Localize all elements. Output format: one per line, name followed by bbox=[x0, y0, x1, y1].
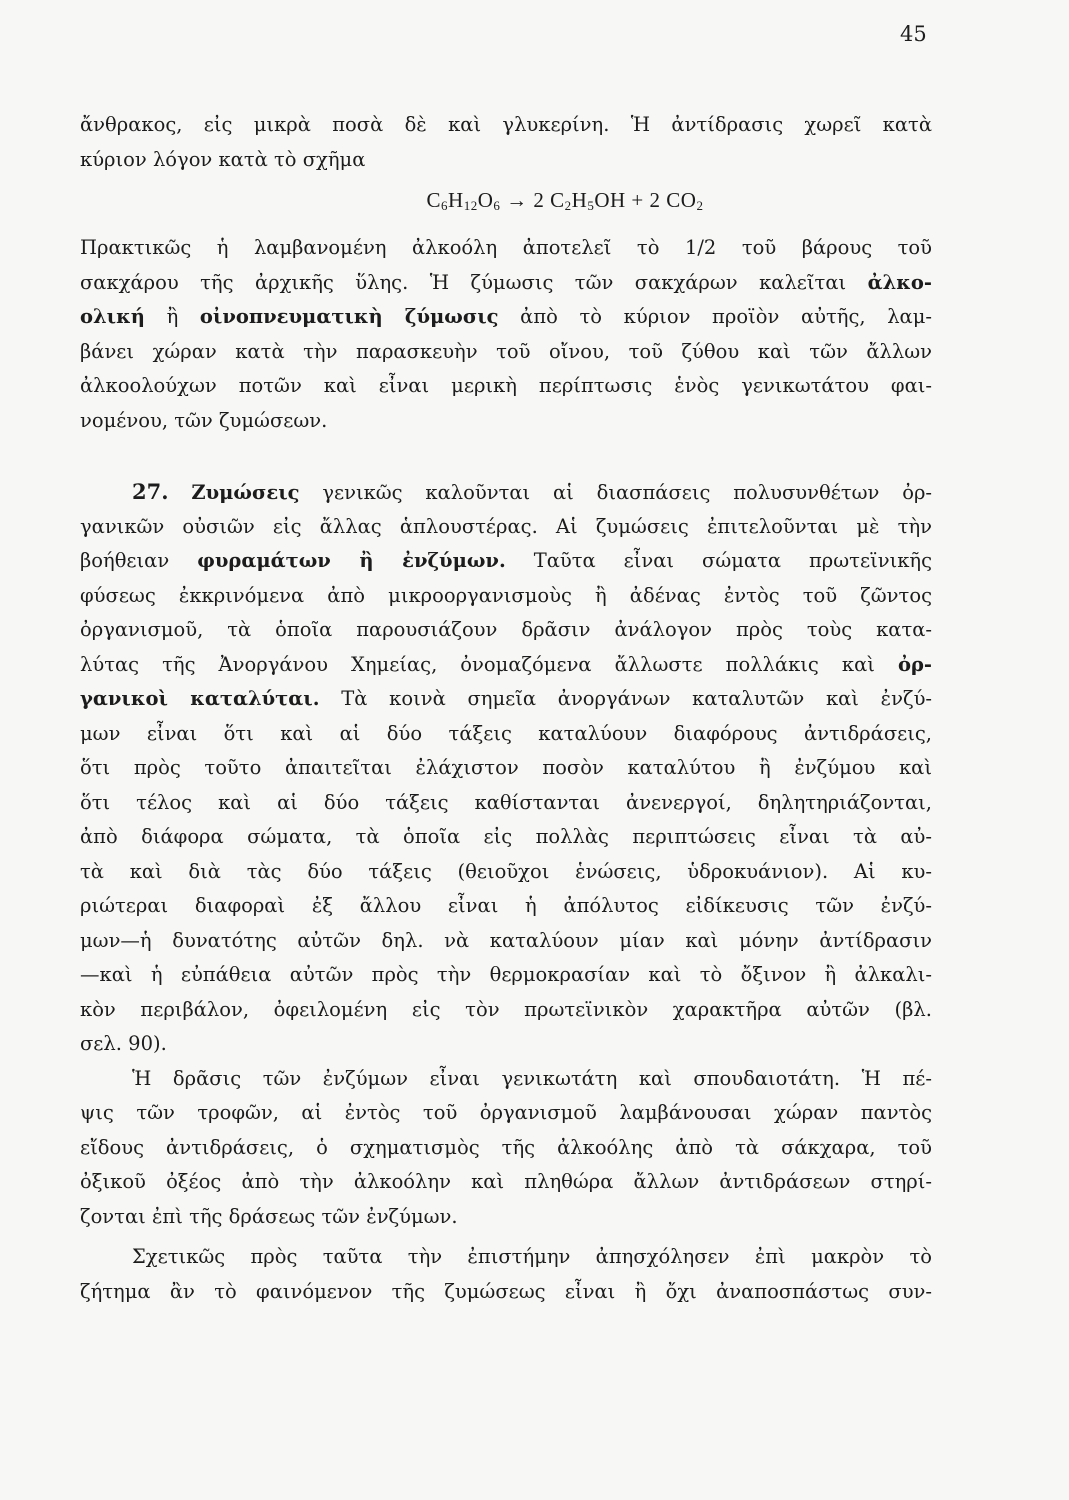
bold-term: φυραμάτων ἢ ἐνζύμων. bbox=[197, 549, 506, 572]
text-line: ζονται ἐπὶ τῆς δράσεως τῶν ἐνζύμων. bbox=[80, 1204, 458, 1228]
text-line: Πρακτικῶς ἡ λαμβανομένη ἀλκοόλη ἀποτελεῖ τὸ 1/2 τοῦ βάρους τοῦ bbox=[80, 236, 932, 259]
text-line: γανικῶν οὐσιῶν εἰς ἄλλας ἁπλουστέρας. Αἱ ζυμώσεις ἐπιτελοῦνται μὲ τὴν bbox=[80, 514, 932, 538]
section-term: Ζυμώσεις bbox=[191, 481, 300, 504]
section-heading-line: 27. Ζυμώσεις γενικῶς καλοῦνται αἱ διασπάσεις πολυσυνθέτων ὀρ- bbox=[132, 479, 932, 504]
text-line: ἄνθρακος, εἰς μικρὰ ποσὰ δὲ καὶ γλυκερίνη. Ἡ ἀντίδρασις χωρεῖ κατὰ bbox=[80, 113, 932, 136]
text-line: ἀλκοολούχων ποτῶν καὶ εἶναι μερικὴ περίπτωσις ἑνὸς γενικωτάτου φαι- bbox=[80, 374, 932, 397]
text-line: βοήθειαν φυραμάτων ἢ ἐνζύμων. Ταῦτα εἶναι σώματα πρωτεϊνικῆς bbox=[80, 549, 933, 572]
text-line: γανικοὶ καταλύται. Τὰ κοινὰ σημεῖα ἀνοργάνων καταλυτῶν καὶ ἐνζύ- bbox=[80, 687, 933, 710]
text-line: ἀπὸ διάφορα σώματα, τὰ ὁποῖα εἰς πολλὰς περιπτώσεις εἶναι τὰ αὐ- bbox=[80, 825, 932, 848]
bold-term: ολική bbox=[80, 305, 145, 328]
text-line: Σχετικῶς πρὸς ταῦτα τὴν ἐπιστήμην ἀπησχόλησεν ἐπὶ μακρὸν τὸ bbox=[132, 1245, 932, 1268]
text-line: ὀξικοῦ ὀξέος ἀπὸ τὴν ἀλκοόλην καὶ πληθώρα ἄλλων ἀντιδράσεων στηρί- bbox=[80, 1170, 932, 1193]
bold-term: ἀλκο- bbox=[867, 270, 932, 294]
chemical-equation bbox=[80, 177, 932, 223]
paragraph-enzyme-action bbox=[80, 1062, 932, 1235]
text-line: Ἡ δρᾶσις τῶν ἐνζύμων εἶναι γενικωτάτη καὶ σπουδαιοτάτη. Ἡ πέ- bbox=[132, 1066, 932, 1090]
text-line: μων εἶναι ὅτι καὶ αἱ δύο τάξεις καταλύουν διαφόρους ἀντιδράσεις, bbox=[80, 721, 932, 745]
text-line: ολική ἢ οἰνοπνευματικὴ ζύμωσις ἀπὸ τὸ κύριον προϊὸν αὐτῆς, λαμ- bbox=[80, 305, 932, 328]
text-line: εἴδους ἀντιδράσεις, ὁ σχηματισμὸς τῆς ἀλκοόλης ἀπὸ τὰ σάκχαρα, τοῦ bbox=[80, 1135, 932, 1159]
page-body bbox=[80, 108, 932, 1309]
paragraph-intro bbox=[80, 108, 932, 177]
text-line: ὅτι πρὸς τοῦτο ἀπαιτεῖται ἐλάχιστον ποσὸν καταλύτου ἢ ἐνζύμου καὶ bbox=[80, 756, 932, 779]
text-line: λύτας τῆς Ἀνοργάνου Χημείας, ὀνομαζόμενα ἄλλωστε πολλάκις καὶ ὀρ- bbox=[80, 652, 933, 676]
text-line: φύσεως ἐκκρινόμενα ἀπὸ μικροοργανισμοὺς ἢ ἀδένας ἐντὸς τοῦ ζῶντος bbox=[80, 583, 932, 607]
text-line: νομένου, τῶν ζυμώσεων. bbox=[80, 408, 328, 432]
fermentation-formula: $C_6H_{12}O_6 \to 2$ $C_2H_5OH + 2$ $CO_2$ bbox=[426, 188, 704, 213]
text-line: τὰ καὶ διὰ τὰς δύο τάξεις (θειοῦχοι ἑνώσεις, ὑδροκυάνιον). Αἱ κυ- bbox=[80, 859, 932, 883]
text-line: ριώτεραι διαφοραὶ ἐξ ἄλλου εἶναι ἡ ἀπόλυτος εἰδίκευσις τῶν ἐνζύ- bbox=[80, 894, 932, 917]
text-line: ὅτι τέλος καὶ αἱ δύο τάξεις καθίστανται ἀνενεργοί, δηλητηριάζονται, bbox=[80, 790, 932, 814]
bold-term: γανικοὶ καταλύται. bbox=[80, 687, 320, 710]
section-number: 27. bbox=[132, 479, 169, 504]
text-line: σελ. 90). bbox=[80, 1032, 167, 1055]
bold-term: οἰνοπνευματικὴ ζύμωσις bbox=[199, 305, 499, 328]
paragraph-alcoholic-fermentation bbox=[80, 231, 932, 438]
text-line: ζήτημα ἂν τὸ φαινόμενον τῆς ζυμώσεως εἶναι ἢ ὄχι ἀναποσπάστως συν- bbox=[80, 1279, 932, 1303]
arrow-icon: → bbox=[506, 188, 528, 212]
paragraph-continuation bbox=[80, 1240, 932, 1309]
text-line: ψις τῶν τροφῶν, αἱ ἐντὸς τοῦ ὀργανισμοῦ λαμβάνουσαι χώραν παντὸς bbox=[80, 1101, 932, 1124]
text-line: σακχάρου τῆς ἀρχικῆς ὕλης. Ἡ ζύμωσις τῶν σακχάρων καλεῖται ἀλκο- bbox=[80, 270, 932, 294]
text-line: ὀργανισμοῦ, τὰ ὁποῖα παρουσιάζουν δρᾶσιν ἀνάλογον πρὸς τοὺς κατα- bbox=[80, 618, 932, 641]
bold-term: ὀρ- bbox=[897, 652, 933, 676]
page-number: 45 bbox=[900, 22, 927, 46]
text-line: κύριον λόγον κατὰ τὸ σχῆμα bbox=[80, 147, 366, 171]
text-line: βάνει χώραν κατὰ τὴν παρασκευὴν τοῦ οἴνου, τοῦ ζύθου καὶ τῶν ἄλλων bbox=[80, 339, 932, 363]
text-line: κὸν περιβάλον, ὀφειλομένη εἰς τὸν πρωτεϊνικὸν χαρακτῆρα αὐτῶν (βλ. bbox=[80, 997, 932, 1021]
section-27 bbox=[80, 475, 932, 1062]
text-line: μων—ἡ δυνατότης αὐτῶν δηλ. νὰ καταλύουν μίαν καὶ μόνην ἀντίδρασιν bbox=[80, 928, 932, 952]
text-line: —καὶ ἡ εὐπάθεια αὐτῶν πρὸς τὴν θερμοκρασίαν καὶ τὸ ὄξινον ἢ ἀλκαλι- bbox=[80, 963, 932, 986]
